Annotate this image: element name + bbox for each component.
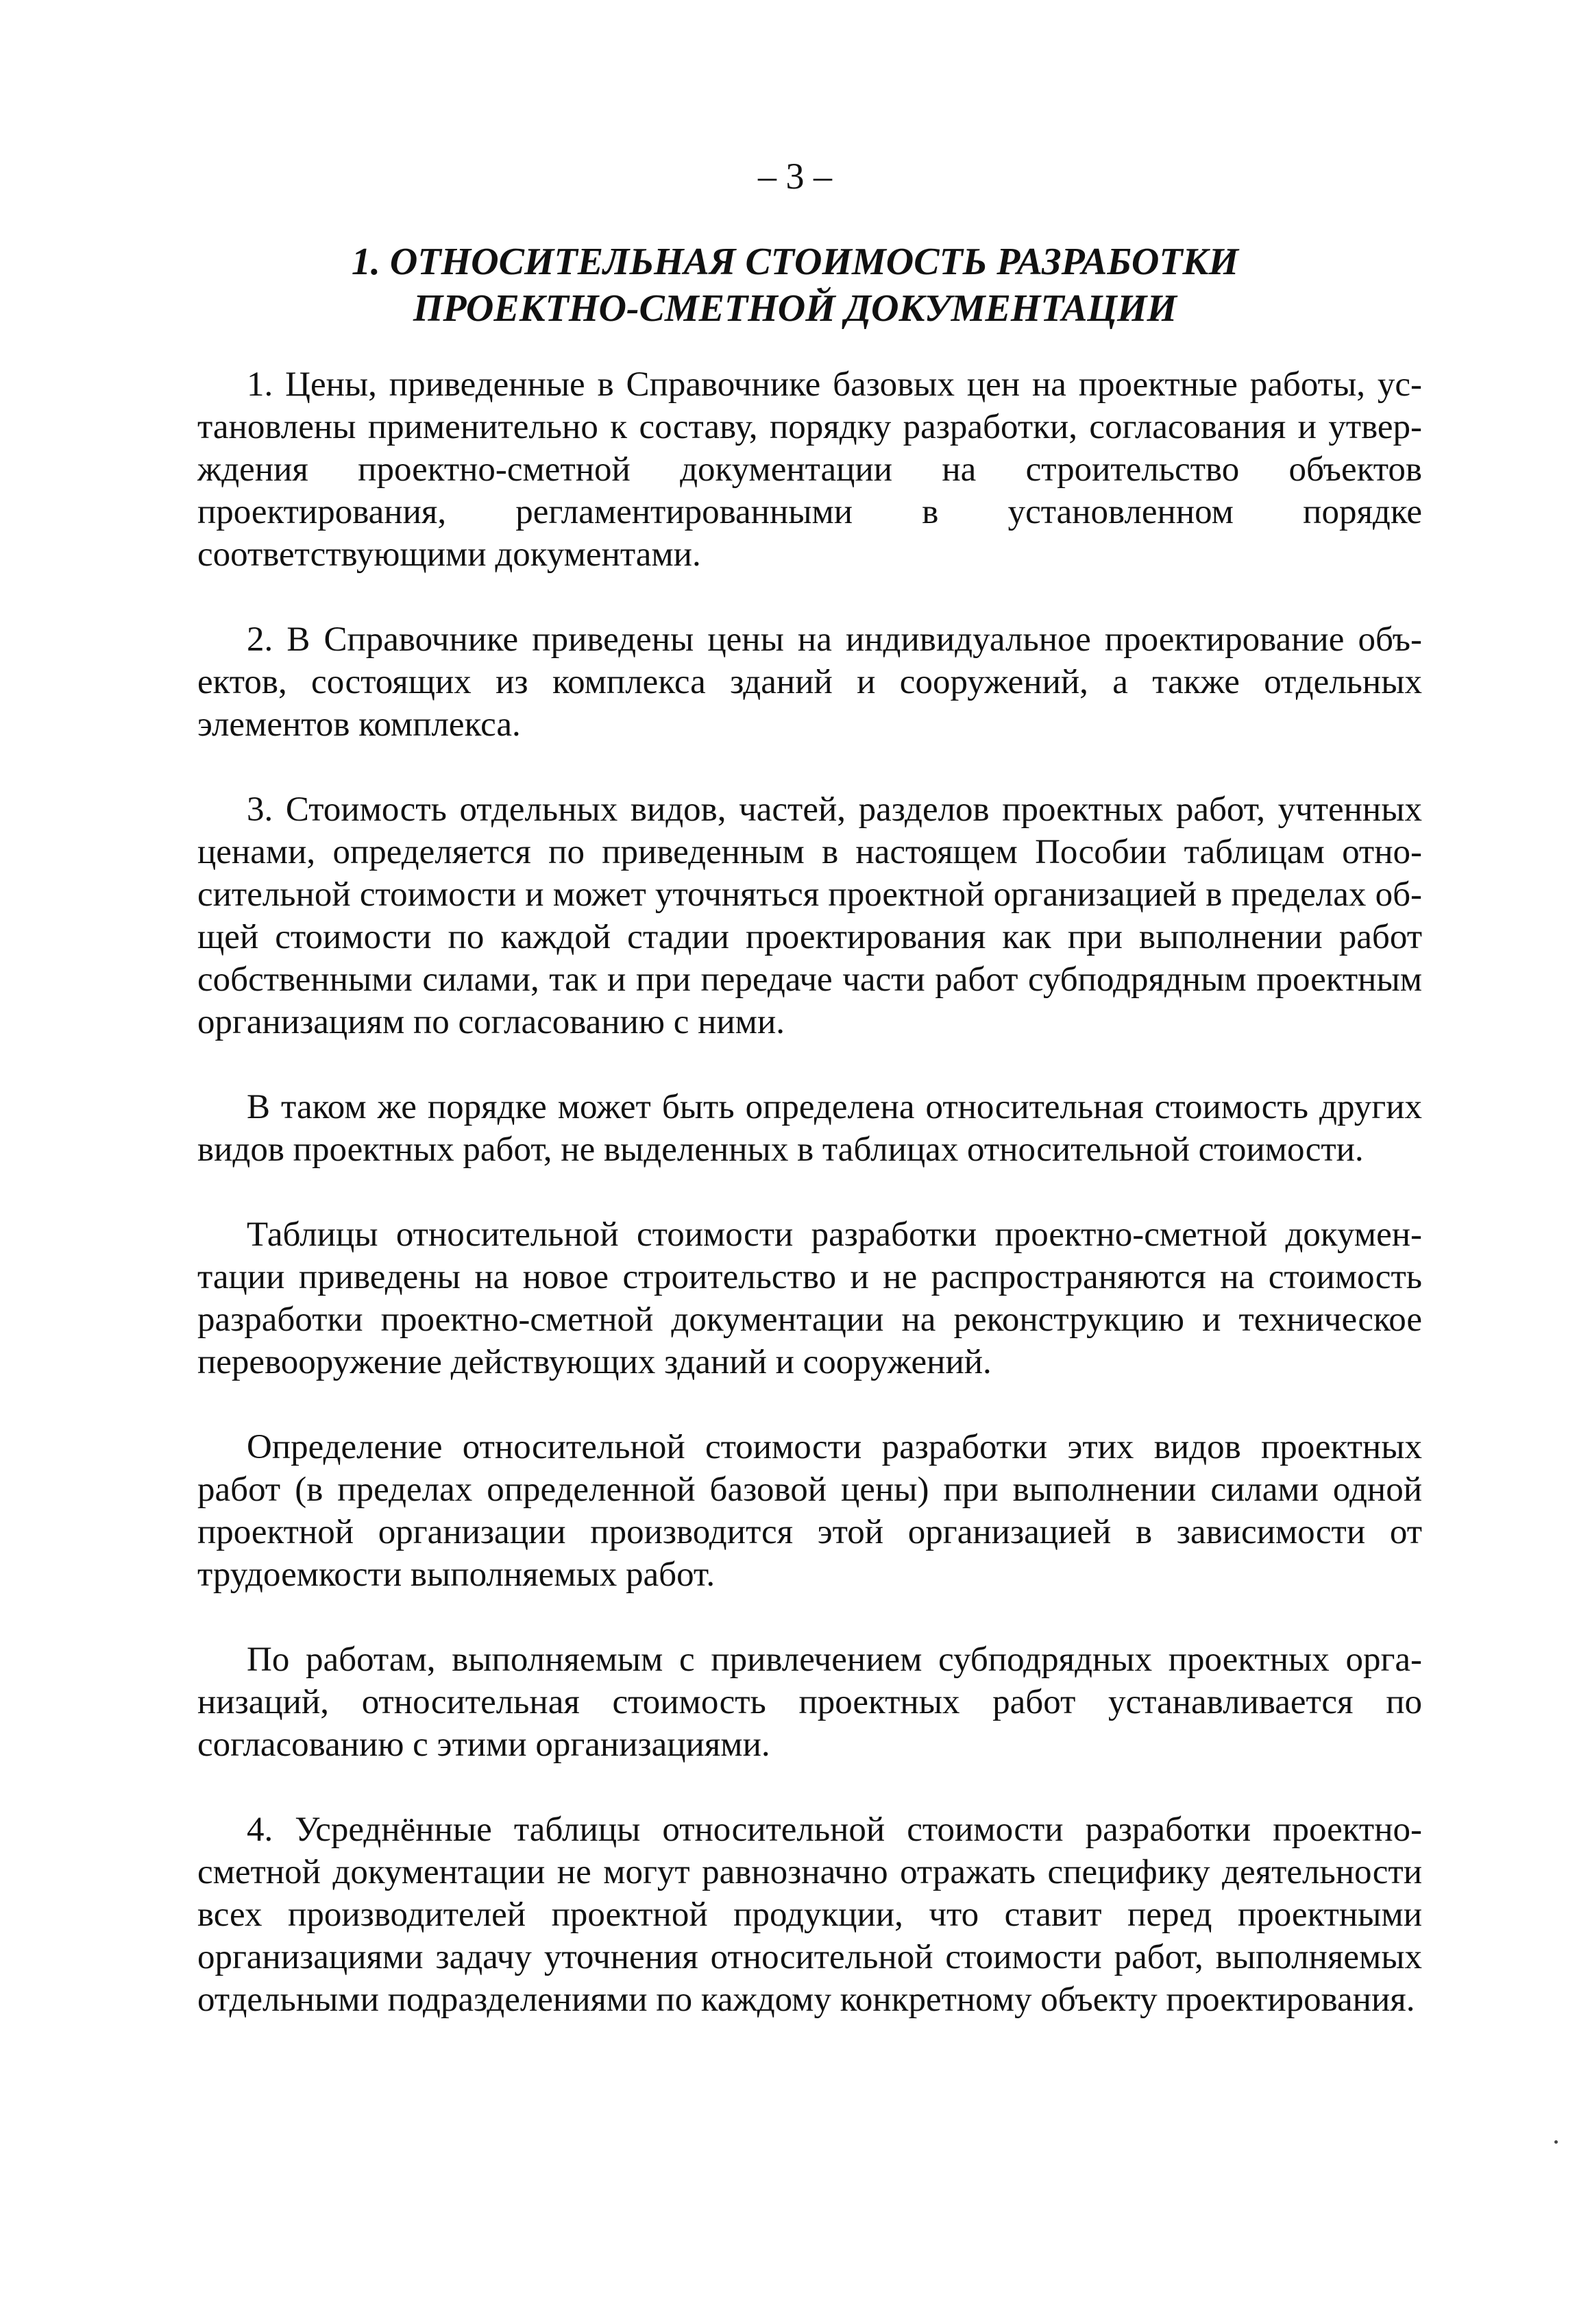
paragraph-8: 4. Усреднённые таблицы относительной стоимости разработки проектно-сметной документации не могут равнозначно отражать специфику деятельности всех производителей проектной продукции, что ставит перед проектными организациями задачу уточнения относительной стоимости работ, выполняемых отдельными подразделениями по каждому конкретному объекту проектирования. (197, 1811, 1422, 2019)
section-heading-line-1: 1. ОТНОСИТЕЛЬНАЯ СТОИМОСТЬ РАЗРАБОТКИ (351, 241, 1239, 283)
paragraph-2: 2. В Справочнике приведены цены на индивидуальное проектирование объектов, состоящих из комплекса зданий и сооружений, а также отдельных элементов комплекса. (197, 620, 1422, 744)
page-number: – 3 – (758, 156, 832, 197)
scan-speck (1554, 2140, 1558, 2144)
section-heading-line-2: ПРОЕКТНО-СМЕТНОЙ ДОКУМЕНТАЦИИ (413, 287, 1177, 330)
paragraph-6: Определение относительной стоимости разработки этих видов проектных работ (в пределах определенной базовой цены) при выполнении силами одной проектной организации производится этой организацией в зависимости от трудоемкости выполняемых работ. (197, 1428, 1422, 1594)
body-text (197, 363, 1422, 2021)
paragraph-4: В таком же порядке может быть определена относительная стоимость других видов проектных работ, не выделенных в таблицах относительной стоимости. (197, 1088, 1422, 1169)
paragraph-7: По работам, выполняемым с привлечением субподрядных проектных организаций, относительная стоимость проектных работ устанавливается по согласованию с этими организациями. (197, 1641, 1422, 1764)
paragraph-3: 3. Стоимость отдельных видов, частей, разделов проектных работ, учтенных ценами, определяется по приведенным в настоящем Пособии таблицам относительной стоимости и может уточняться проектной организацией в пределах общей стоимости по каждой стадии проектирования как при выполнении работ собственными силами, так и при передаче части работ субподрядным проектным организациям по согласованию с ними. (197, 790, 1422, 1041)
section-heading (0, 239, 1590, 332)
paragraph-5: Таблицы относительной стоимости разработки проектно-сметной документации приведены на новое строительство и не распространяются на стоимость разработки проектно-сметной документации на реконструкцию и техническое перевооружение действующих зданий и сооружений. (197, 1215, 1422, 1381)
paragraph-1: 1. Цены, приведенные в Справочнике базовых цен на проектные работы, установлены применительно к составу, порядку разработки, согласования и утверждения проектно-сметной документации на строительство объектов проектирования, регламентированными в установленном порядке соответствующими документами. (197, 365, 1422, 574)
